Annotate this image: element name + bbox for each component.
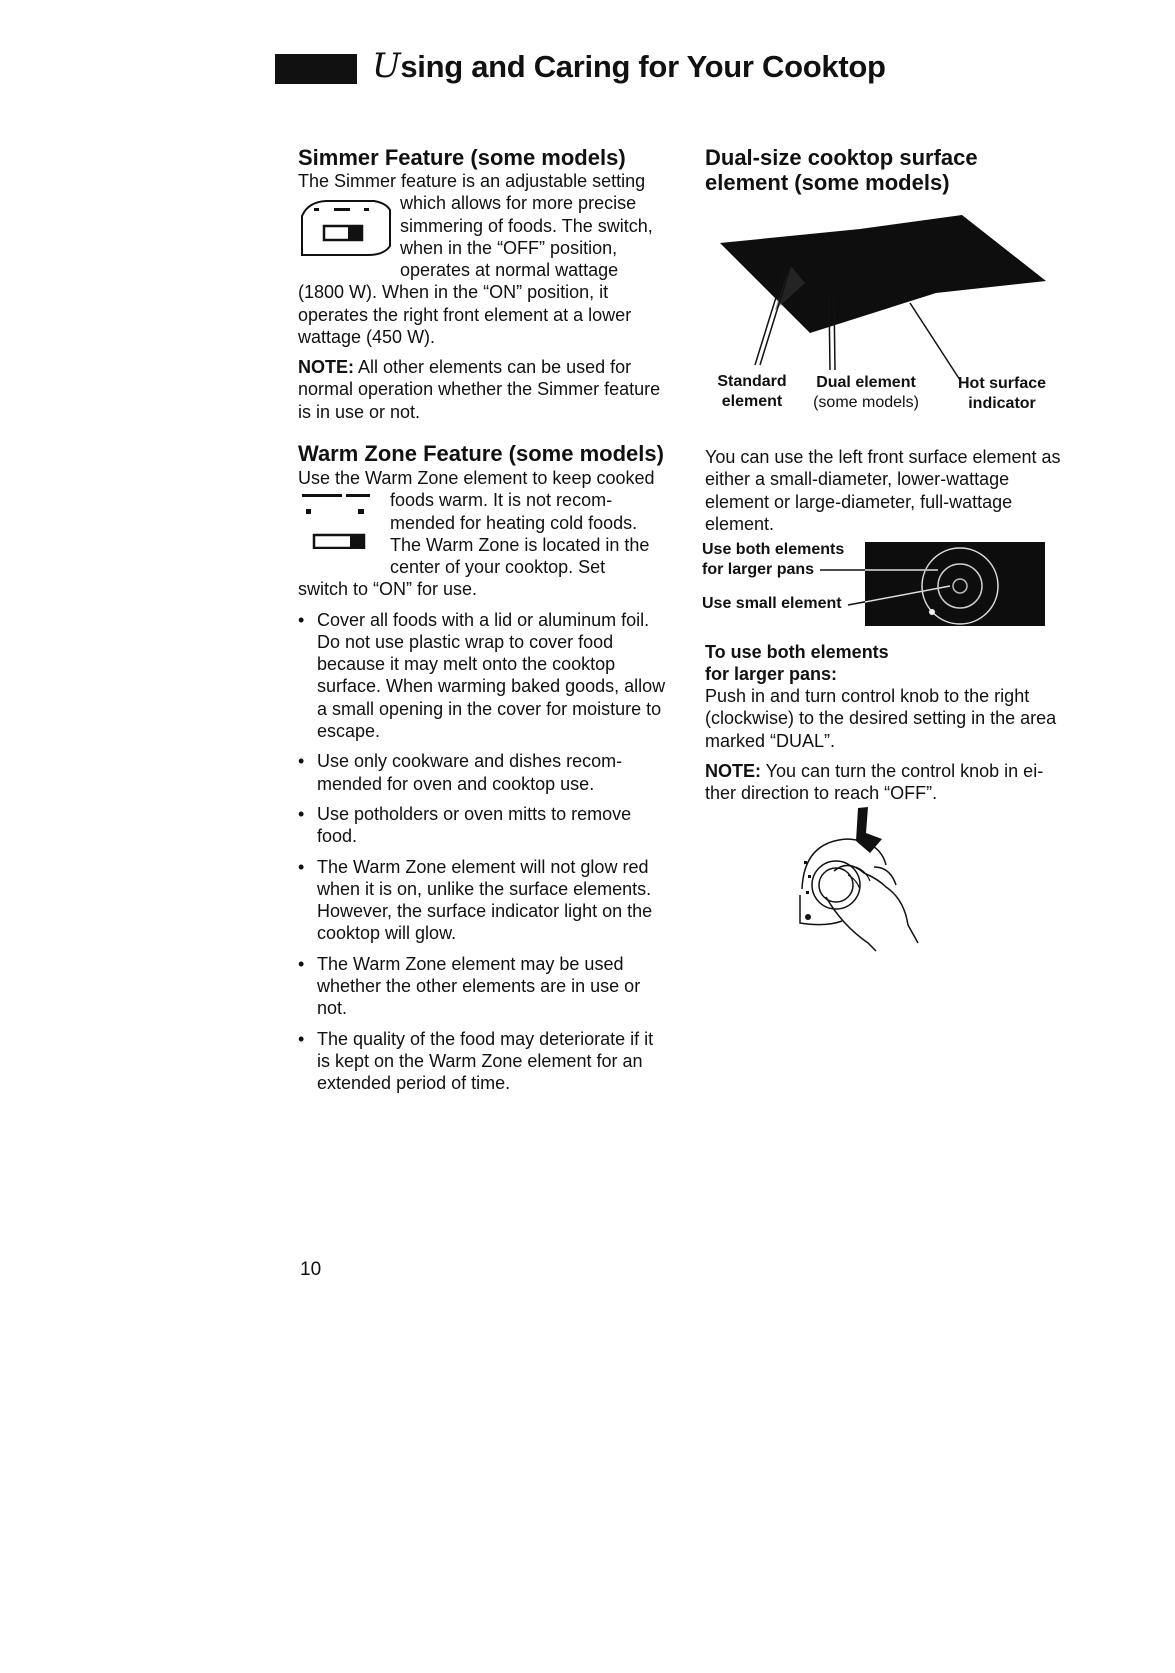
simmer-switch-icon [298,198,392,258]
label-dual: Dual element (some models) [813,374,919,411]
dual-subheading: To use both elements for larger pans: [705,642,889,684]
callout-both: Use both elements [702,541,845,558]
simmer-paragraph: The Simmer feature is an adjustable setting which allows for more precise simmering of foods. The switch, when in the “OFF” position, operates at normal wattage (1800 W). When in the “ON” position, it operates the right front element at a lower wattage (450 W). NOTE: All other elements can be used for normal operation whether the Simmer feature is in use or not. [298,171,661,422]
bullet-item: • Use only cookware and dishes recom-mended for oven and cooktop use. [298,750,670,795]
dual-heading: Dual-size cooktop surface element (some models) [705,145,978,195]
simmer-heading: Simmer Feature (some models) [298,145,626,170]
dual-paragraph-2: Push in and turn control knob to the right (clockwise) to the desired setting in the area marked “DUAL”. NOTE: You can turn the control knob in ei-ther direction to reach “OFF”. [705,686,1057,804]
page-number: 10 [300,1259,322,1280]
warm-zone-heading: Warm Zone Feature (some models) [298,441,664,466]
warm-zone-switch-icon [298,489,378,549]
header-logo [275,54,357,84]
bullet-item: • The quality of the food may deteriorate if it is kept on the Warm Zone element for an extended period of time. [298,1028,670,1095]
page-title: Using and Caring for Your Cooktop [372,46,886,86]
callout-small: Use small element [702,595,842,612]
label-hot-surface: Hot surface indicator [957,375,1047,412]
label-standard: Standard element [717,373,787,410]
dual-element-illustration [820,540,1050,630]
dual-paragraph: You can use the left front surface element as either a small-diameter, lower-wattage element or large-diameter, full-wattage element. [705,447,1061,534]
bullet-item: • Cover all foods with a lid or aluminum foil. Do not use plastic wrap to cover food because it may melt onto the cooktop surface. When warming baked goods, allow a small opening in the cover for moisture to escape. [298,609,670,743]
warm-zone-paragraph: Use the Warm Zone element to keep cooked foods warm. It is not recom- mended for heating cold foods. The Warm Zone is located in the center of your cooktop. Set switch to “ON” for use. • Cover all foods with a lid or aluminum foil. Do not use plastic wrap to cover food because it may melt onto the cooktop surface. When warming baked goods, allow a small opening in the cover for moisture to escape. • Use only cookware and dishes recom-mended for oven and cooktop use. • Use potholders or oven mitts to remove food. • The Warm Zone element will not glow red when it is on, unlike the surface elements. However, the surface indicator light on the cooktop will glow. • The Warm Zone element may be used whether the other elements are in use or not. • The quality of the food may deteriorate if it is kept on the Warm Zone element for an extended period of time. [298,467,678,1103]
callout-larger: for larger pans [702,561,815,578]
bullet-item: • The Warm Zone element may be used whether the other elements are in use or not. [298,953,670,1020]
control-knob-illustration [790,805,940,955]
bullet-item: • Use potholders or oven mitts to remove food. [298,803,670,848]
bullet-item: • The Warm Zone element will not glow red when it is on, unlike the surface elements. However, the surface indicator light on the cooktop will glow. [298,856,670,945]
